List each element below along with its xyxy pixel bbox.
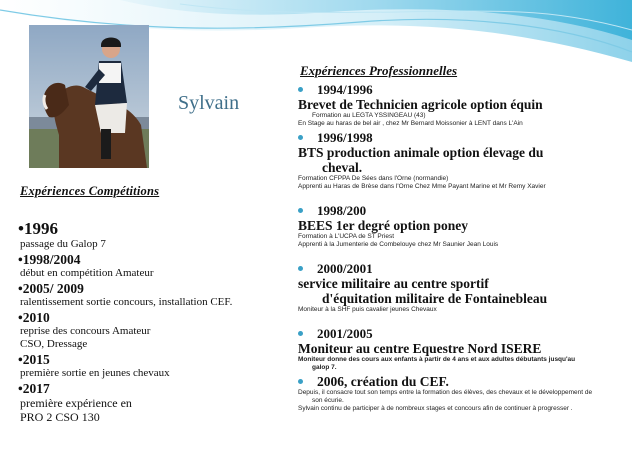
competitions-title: Expériences Compétitions (20, 184, 160, 198)
experience-detail: Moniteur à la SHF puis cavalier jeunes Chevaux (298, 306, 437, 313)
experience-years: 2000/2001 (317, 260, 373, 276)
experience-item (296, 374, 626, 413)
bullet-icon (298, 331, 303, 336)
bullet-icon (298, 135, 303, 140)
competitions-list (18, 219, 308, 424)
competition-desc: première expérience en (20, 396, 132, 410)
experience-detail: Apprenti au Haras de Brèse dans l'Orne Chez Mme Payant Marine et Mr Remy Xavier (298, 183, 546, 190)
experience-item (296, 326, 626, 372)
competition-desc: passage du Galop 7 (20, 238, 106, 250)
list-item (18, 381, 308, 424)
competition-desc: CSO, Dressage (20, 338, 88, 350)
experience-detail: En Stage au haras de bel air , chez Mr Bernard Moissonier à LENT dans L'Ain (298, 120, 523, 127)
competition-desc: reprise des concours Amateur (20, 325, 151, 337)
profile-photo (29, 25, 149, 168)
experience-years: 2001/2005 (317, 325, 373, 341)
list-item (18, 252, 308, 280)
experience-detail: Sylvain continu de participer à de nombreux stages et concours afin de continuer à progresser . (298, 405, 573, 412)
experience-item (296, 82, 626, 128)
experience-years: 1998/200 (317, 202, 367, 218)
experience-title: cheval. (322, 160, 363, 175)
professional-section (296, 63, 626, 415)
list-item (18, 281, 308, 309)
competition-year: • 1998/2004 (18, 252, 308, 267)
experience-item (296, 130, 626, 191)
bullet-icon (298, 87, 303, 92)
experience-detail: son écurie. (312, 397, 344, 404)
experience-title: Brevet de Technicien agricole option équin (298, 97, 543, 112)
experience-detail: Formation CFPPA De Sées dans l'Orne (normandie) (298, 175, 449, 182)
bullet-icon (298, 266, 303, 271)
experience-title: BEES 1er degré option poney (298, 218, 469, 233)
professional-title: Expériences Professionnelles (300, 63, 458, 78)
list-item (18, 219, 308, 251)
competition-year: • 2005/ 2009 (18, 281, 308, 296)
experience-detail: Depuis, il consacre tout son temps entre la formation des élèves, des chevaux et le développement de (298, 389, 593, 396)
experience-item (296, 261, 626, 314)
bullet-icon (298, 208, 303, 213)
person-name: Sylvain (178, 92, 240, 114)
competition-desc: PRO 2 CSO 130 (20, 410, 100, 424)
competition-year: • 2017 (18, 381, 308, 396)
bullet-icon (298, 379, 303, 384)
experience-detail: Formation à L'UCPA de ST Priest (298, 233, 395, 240)
competition-desc: première sortie en jeunes chevaux (20, 367, 170, 379)
competitions-section (18, 184, 308, 425)
experience-years: 2006, création du CEF. (317, 373, 449, 389)
competition-year: • 2015 (18, 352, 308, 367)
experience-detail: Moniteur donne des cours aux enfants à partir de 4 ans et aux adultes débutants jusqu'au (298, 356, 576, 363)
experience-years: 1996/1998 (317, 129, 373, 145)
list-item (18, 352, 308, 380)
experience-years: 1994/1996 (317, 81, 373, 97)
competition-desc: début en compétition Amateur (20, 267, 154, 279)
competition-year: • 2010 (18, 310, 308, 325)
list-item (18, 310, 308, 351)
experience-detail: galop 7. (312, 364, 337, 371)
experience-item (296, 203, 626, 249)
experience-title: service militaire au centre sportif (298, 276, 489, 291)
rider-on-horse-photo-icon (29, 25, 149, 168)
experience-detail: Formation au LEGTA YSSINGEAU (43) (312, 112, 426, 119)
experience-title: BTS production animale option élevage du (298, 145, 544, 160)
experience-title: d'équitation militaire de Fontainebleau (322, 291, 548, 306)
competition-year: • 1996 (18, 219, 308, 238)
experience-title: Moniteur au centre Equestre Nord ISERE (298, 341, 542, 356)
competition-desc: ralentissement sortie concours, installation CEF. (20, 296, 233, 308)
experience-detail: Apprenti à la Jumenterie de Combelouye chez Mr Saunier Jean Louis (298, 241, 499, 248)
